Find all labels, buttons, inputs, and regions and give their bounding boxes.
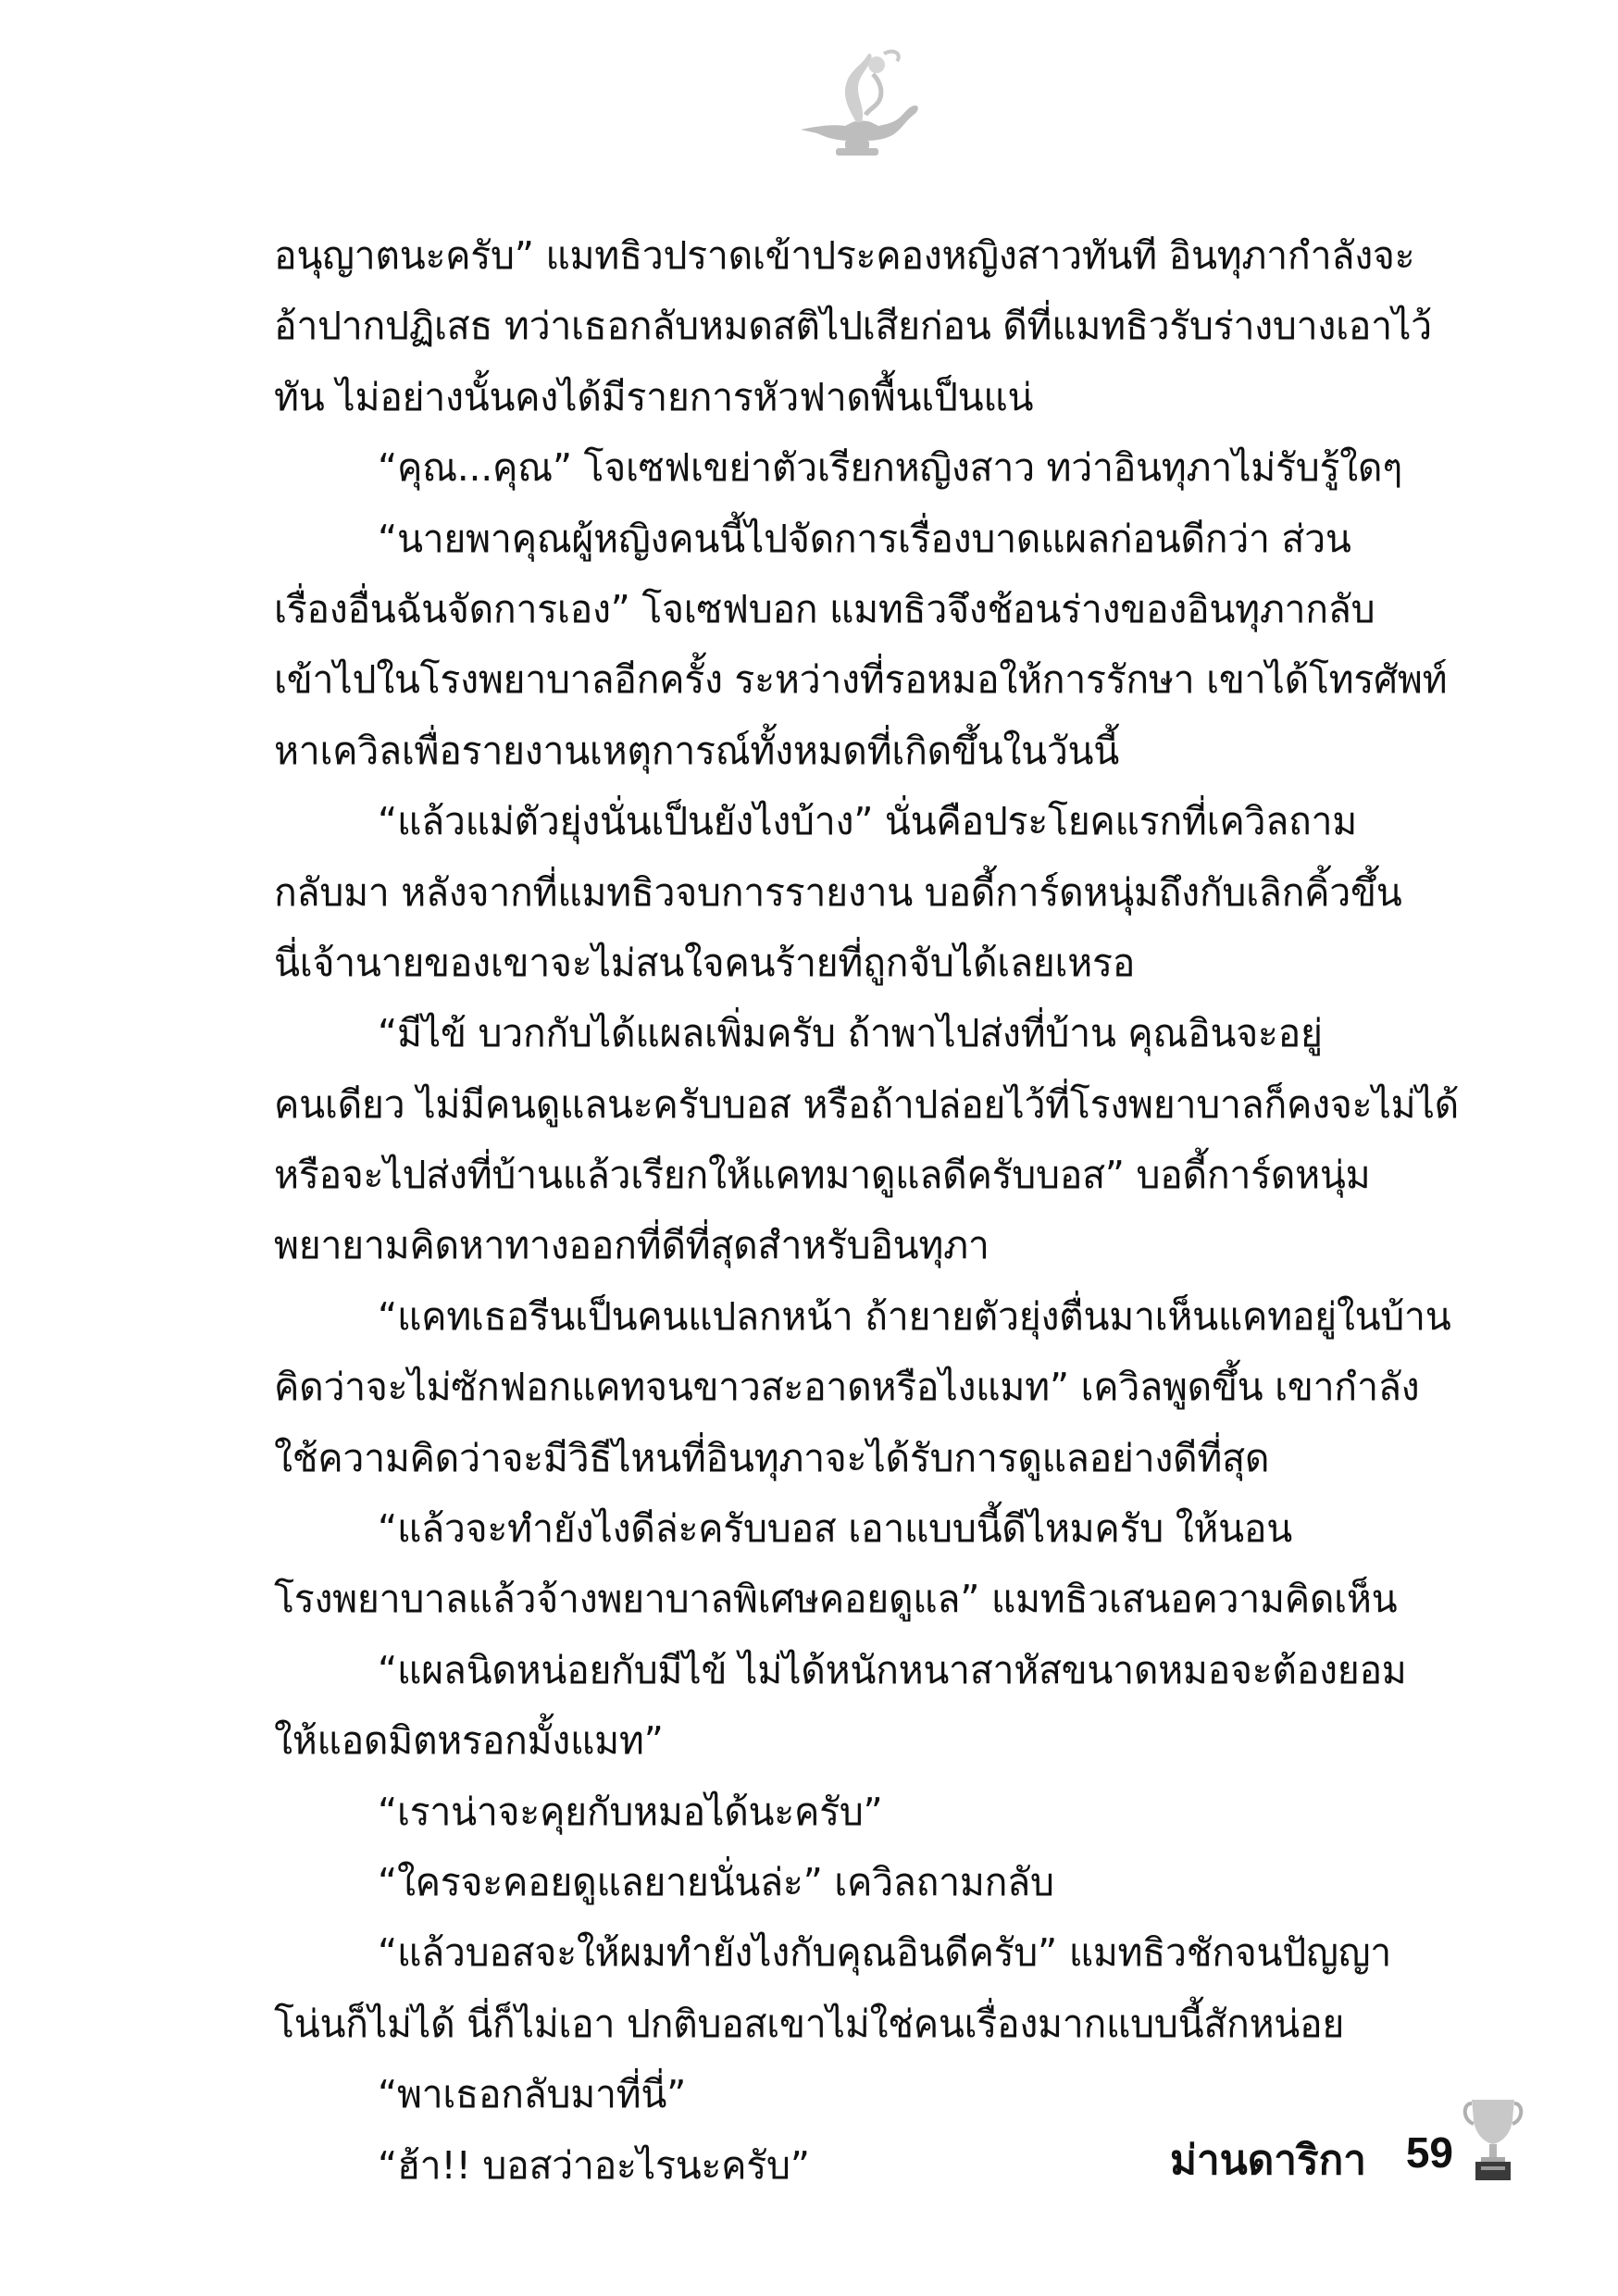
paragraph-line: “แล้วแม่ตัวยุ่งนั่นเป็นยังไงบ้าง” นั่นคือประโยคแรกที่เควิลถาม (378, 799, 1358, 844)
paragraph-line: คิดว่าจะไม่ซักฟอกแคทจนขาวสะอาดหรือไงแมท” เควิลพูดขึ้น เขากำลัง (274, 1365, 1420, 1410)
paragraph-line: ให้แอดมิตหรอกมั้งแมท” (274, 1718, 664, 1764)
paragraph-line: “มีไข้ บวกกับได้แผลเพิ่มครับ ถ้าพาไปส่งที่บ้าน คุณอินจะอยู่ (378, 1011, 1323, 1056)
page-number: 59 (1405, 2128, 1453, 2177)
paragraph-line: อนุญาตนะครับ” แมทธิวปราดเข้าประคองหญิงสาวทันที อินทุภากำลังจะ (274, 233, 1415, 278)
paragraph-line: โรงพยาบาลแล้วจ้างพยาบาลพิเศษคอยดูแล” แมทธิวเสนอความคิดเห็น (274, 1577, 1398, 1622)
paragraph-line: กลับมา หลังจากที่แมทธิวจบการรายงาน บอดี้การ์ดหนุ่มถึงกับเลิกคิ้วขึ้น (274, 869, 1402, 915)
paragraph-line: “แล้วจะทำยังไงดีล่ะครับบอส เอาแบบนี้ดีไหมครับ ให้นอน (378, 1506, 1292, 1552)
paragraph-line: หาเควิลเพื่อรายงานเหตุการณ์ทั้งหมดที่เกิดขึ้นในวันนี้ (274, 728, 1120, 773)
paragraph-line: “แผลนิดหน่อยกับมีไข้ ไม่ได้หนักหนาสาหัสขนาดหมอจะต้องยอม (378, 1647, 1407, 1692)
paragraph-line: “เราน่าจะคุยกับหมอได้นะครับ” (378, 1789, 883, 1834)
paragraph-line: เรื่องอื่นฉันจัดการเอง” โจเซฟบอก แมทธิวจึงช้อนร่างของอินทุภากลับ (274, 586, 1375, 631)
paragraph-line: ทัน ไม่อย่างนั้นคงได้มีรายการหัวฟาดพื้นเป็นแน่ (274, 374, 1034, 419)
paragraph-line: “พาเธอกลับมาที่นี่” (378, 2072, 687, 2117)
paragraph-line: หรือจะไปส่งที่บ้านแล้วเรียกให้แคทมาดูแลดีครับบอส” บอดี้การ์ดหนุ่ม (274, 1153, 1371, 1198)
paragraph-line: คนเดียว ไม่มีคนดูแลนะครับบอส หรือถ้าปล่อยไว้ที่โรงพยาบาลก็คงจะไม่ได้ (274, 1081, 1460, 1127)
paragraph-line: “แคทเธอรีนเป็นคนแปลกหน้า ถ้ายายตัวยุ่งตื่นมาเห็นแคทอยู่ในบ้าน (378, 1293, 1451, 1339)
paragraph-line: “ใครจะคอยดูแลยายนั่นล่ะ” เควิลถามกลับ (378, 1859, 1054, 1904)
paragraph-line: “คุณ...คุณ” โจเซฟเขย่าตัวเรียกหญิงสาว ทว่าอินทุภาไม่รับรู้ใดๆ (378, 445, 1402, 491)
genie-lamp-icon (791, 44, 921, 165)
paragraph-line: พยายามคิดหาทางออกที่ดีที่สุดสำหรับอินทุภา (274, 1223, 989, 1268)
paragraph-line: นี่เจ้านายของเขาจะไม่สนใจคนร้ายที่ถูกจับได้เลยเหรอ (274, 940, 1136, 985)
paragraph-line: อ้าปากปฏิเสธ ทว่าเธอกลับหมดสติไปเสียก่อน ดีที่แมทธิวรับร่างบางเอาไว้ (274, 304, 1432, 349)
paragraph-line: เข้าไปในโรงพยาบาลอีกครั้ง ระหว่างที่รอหมอให้การรักษา เขาได้โทรศัพท์ (274, 657, 1448, 703)
paragraph-line: “ฮ้า!! บอสว่าอะไรนะครับ” (378, 2142, 810, 2188)
paragraph-line: “นายพาคุณผู้หญิงคนนี้ไปจัดการเรื่องบาดแผลก่อนดีกว่า ส่วน (378, 516, 1351, 561)
paragraph-line: ใช้ความคิดว่าจะมีวิธีไหนที่อินทุภาจะได้รับการดูแลอย่างดีที่สุด (274, 1435, 1270, 1480)
page-footer (0, 2092, 1618, 2203)
paragraph-line: โน่นก็ไม่ได้ นี่ก็ไม่เอา ปกติบอสเขาไม่ใช่คนเรื่องมากแบบนี้สักหน่อย (274, 2001, 1345, 2046)
paragraph-line: “แล้วบอสจะให้ผมทำยังไงกับคุณอินดีครับ” แมทธิวชักจนปัญญา (378, 1930, 1391, 1976)
trophy-icon (1461, 2092, 1525, 2185)
book-title: ม่านดาริกา (1169, 2137, 1366, 2184)
body-text (274, 220, 1468, 2201)
